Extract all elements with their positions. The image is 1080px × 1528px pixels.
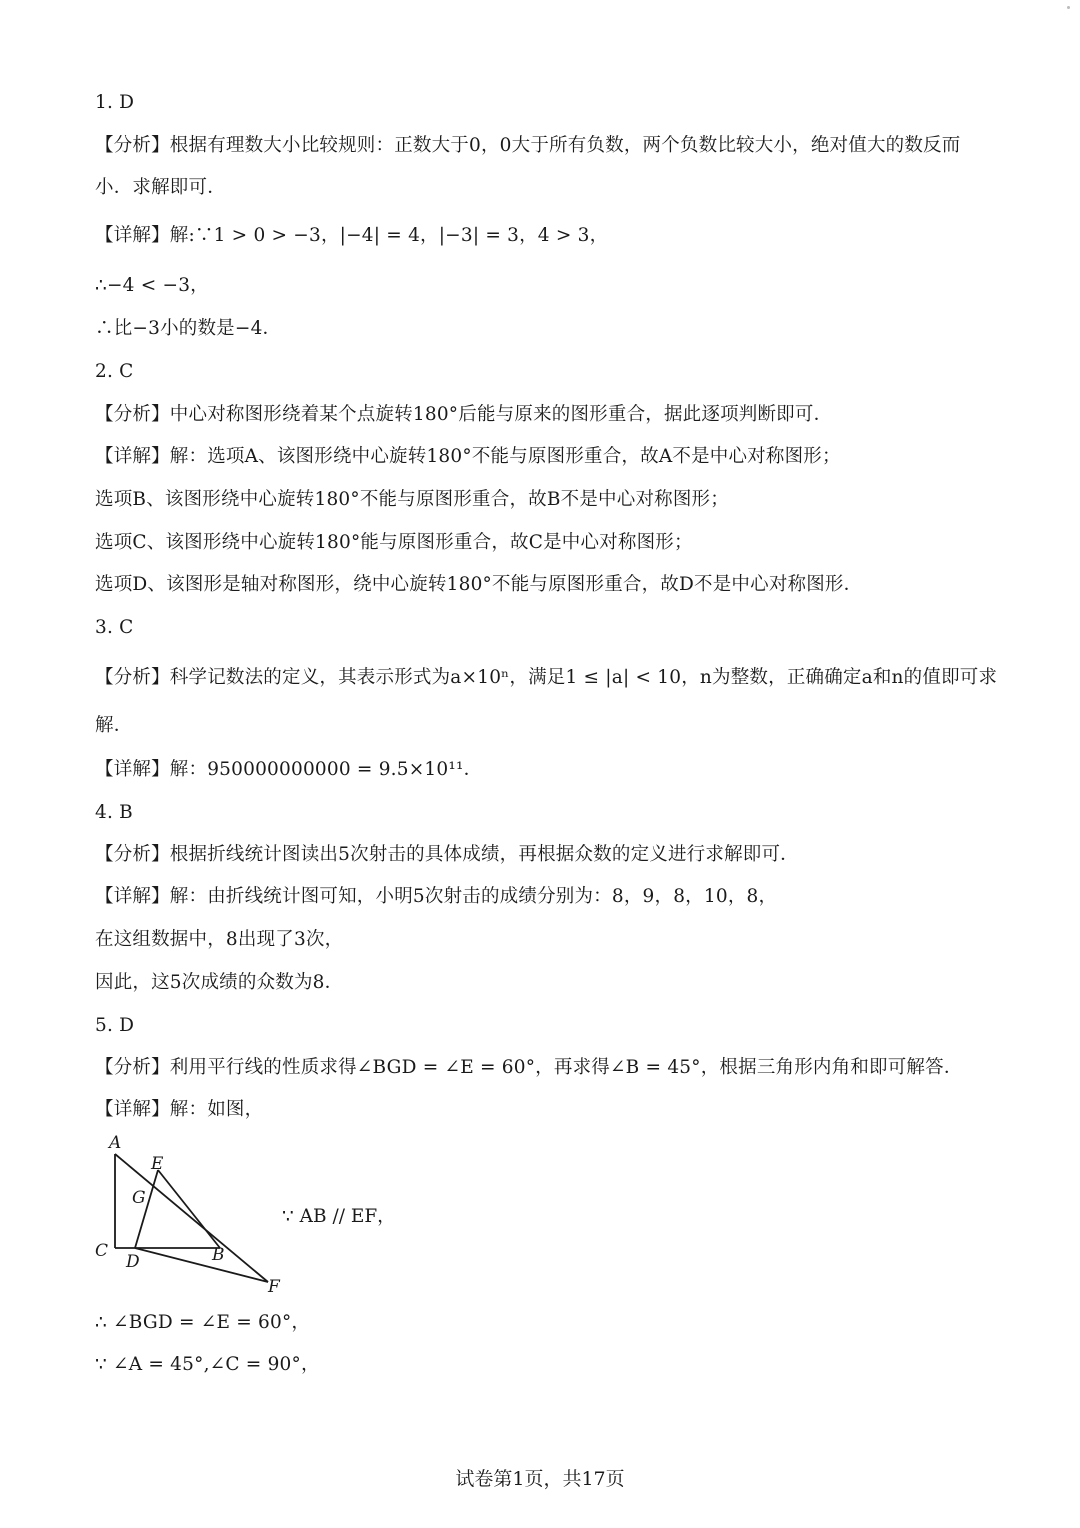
q2-detail-d: 选项D、该图形是轴对称图形，绕中心旋转180°不能与原图形重合，故D不是中心对称图形． — [95, 574, 863, 595]
q1-detail-step2: ∴比−3小的数是−4． — [95, 318, 282, 339]
q1-detail: 【详解】解:∵1 > 0 > −3，|−4| = 4，|−3| = 3，4 > 3， — [95, 225, 609, 246]
triangle-figure — [90, 1132, 290, 1297]
label-d: D — [126, 1252, 140, 1272]
q3-detail: 【详解】解：950000000000 = 9.5×10¹¹． — [95, 759, 483, 780]
q4-answer: 4. B — [95, 802, 133, 823]
q2-answer: 2. C — [95, 361, 134, 382]
segment-eb — [158, 1170, 220, 1248]
q2-detail-a: 【详解】解：选项A、该图形绕中心旋转180°不能与原图形重合，故A不是中心对称图形； — [95, 446, 841, 467]
label-c: C — [95, 1241, 109, 1261]
q5-step1: ∴ ∠BGD = ∠E = 60°， — [95, 1312, 311, 1333]
q4-detail-step1: 在这组数据中，8出现了3次， — [95, 929, 344, 950]
label-a: A — [109, 1133, 122, 1153]
q2-analysis: 【分析】中心对称图形绕着某个点旋转180°后能与原来的图形重合，据此逐项判断即可． — [95, 404, 833, 425]
q1-detail-step1: ∴−4 < −3， — [95, 275, 209, 296]
q3-answer: 3. C — [95, 617, 134, 638]
q5-detail: 【详解】解：如图， — [95, 1099, 264, 1120]
page-footer: 试卷第1页，共17页 — [455, 1468, 625, 1490]
scan-speck — [1067, 6, 1070, 9]
q5-step2: ∵ ∠A = 45°,∠C = 90°， — [95, 1354, 320, 1375]
q1-answer: 1. D — [95, 92, 135, 113]
label-b: B — [212, 1245, 225, 1265]
label-f: F — [268, 1277, 280, 1297]
q5-analysis: 【分析】利用平行线的性质求得∠BGD = ∠E = 60°，再求得∠B = 45°，根据三角形内角和即可解答． — [95, 1057, 963, 1078]
parallel-statement: ∵ AB // EF， — [282, 1206, 396, 1227]
q3-analysis-cont: 解． — [95, 715, 133, 736]
q3-analysis: 【分析】科学记数法的定义，其表示形式为a×10ⁿ，满足1 ≤ |a| < 10，n为整数，正确确定a和n的值即可求 — [95, 667, 998, 688]
q4-detail-step2: 因此，这5次成绩的众数为8． — [95, 972, 344, 993]
q4-analysis: 【分析】根据折线统计图读出5次射击的具体成绩，再根据众数的定义进行求解即可． — [95, 844, 799, 865]
segment-ed — [135, 1170, 158, 1248]
label-e: E — [151, 1154, 164, 1174]
q4-detail: 【详解】解：由折线统计图可知，小明5次射击的成绩分别为：8，9，8，10，8， — [95, 886, 778, 907]
q1-analysis: 【分析】根据有理数大小比较规则：正数大于0，0大于所有负数，两个负数比较大小，绝对值大的数反而 — [95, 135, 961, 156]
q5-answer: 5. D — [95, 1015, 135, 1036]
label-g: G — [132, 1188, 146, 1208]
q2-detail-c: 选项C、该图形绕中心旋转180°能与原图形重合，故C是中心对称图形； — [95, 532, 693, 553]
q2-detail-b: 选项B、该图形绕中心旋转180°不能与原图形重合，故B不是中心对称图形； — [95, 489, 729, 510]
q1-analysis-cont: 小．求解即可． — [95, 177, 226, 198]
